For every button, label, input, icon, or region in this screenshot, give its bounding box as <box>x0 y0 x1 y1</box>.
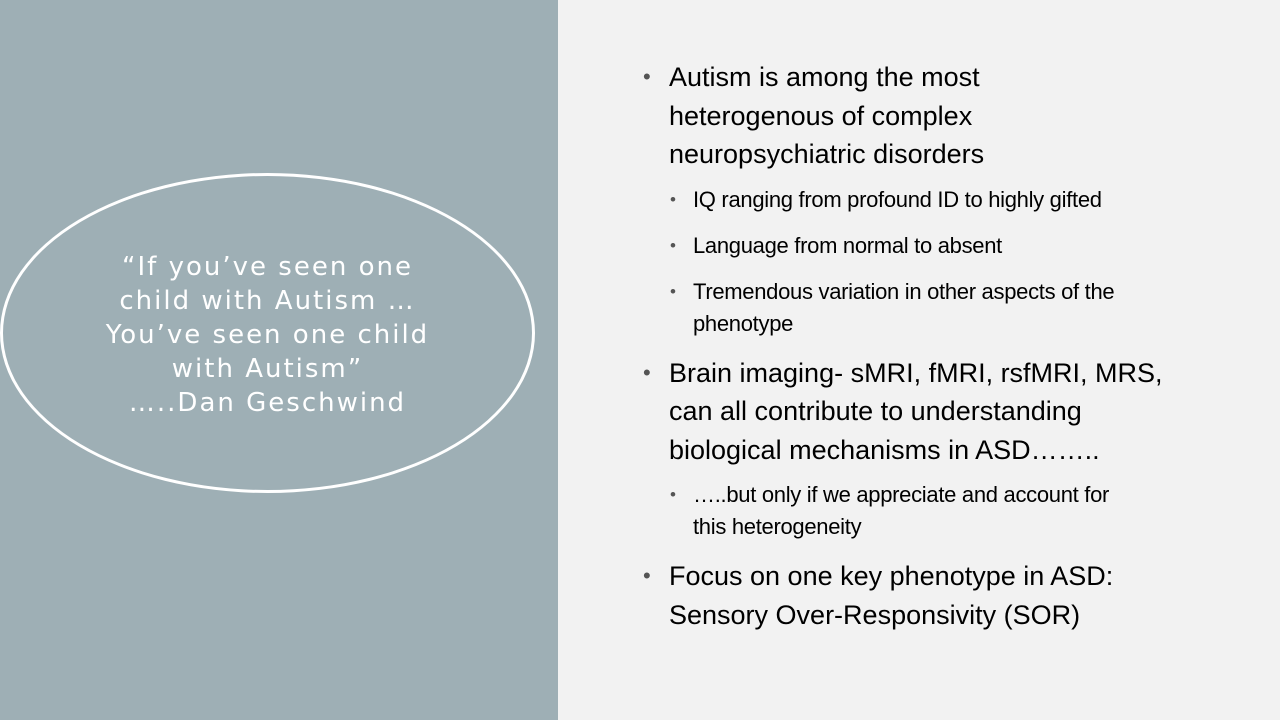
bullet-focus-sor: • Focus on one key phenotype in ASD: Sensory Over-Responsivity (SOR) <box>640 557 1240 634</box>
sub-list-brain-imaging <box>640 479 1240 543</box>
sub-bullet-heterogeneity-caveat: • …..but only if we appreciate and account for this heterogeneity <box>640 479 1240 543</box>
bullet-list <box>640 58 1240 644</box>
bullet-brain-imaging: • Brain imaging- sMRI, fMRI, rsfMRI, MRS, can all contribute to understanding biological mechanisms in ASD…….. <box>640 354 1240 470</box>
quote-line: You’ve seen one child <box>105 320 430 350</box>
sub-bullet-language: • Language from normal to absent <box>640 230 1240 262</box>
quote-text <box>60 250 475 420</box>
sub-list-heterogeneity <box>640 184 1240 340</box>
quote-line: child with Autism … <box>119 286 416 316</box>
quote-attribution: …..Dan Geschwind <box>128 388 407 418</box>
sub-bullet-variation: • Tremendous variation in other aspects of the phenotype <box>640 276 1240 340</box>
bullet-heterogeneity: • Autism is among the most heterogenous of complex neuropsychiatric disorders <box>640 58 1240 174</box>
left-panel <box>0 0 558 720</box>
sub-bullet-iq: • IQ ranging from profound ID to highly gifted <box>640 184 1240 216</box>
quote-line: “If you’ve seen one <box>122 252 413 282</box>
quote-line: with Autism” <box>171 354 364 384</box>
